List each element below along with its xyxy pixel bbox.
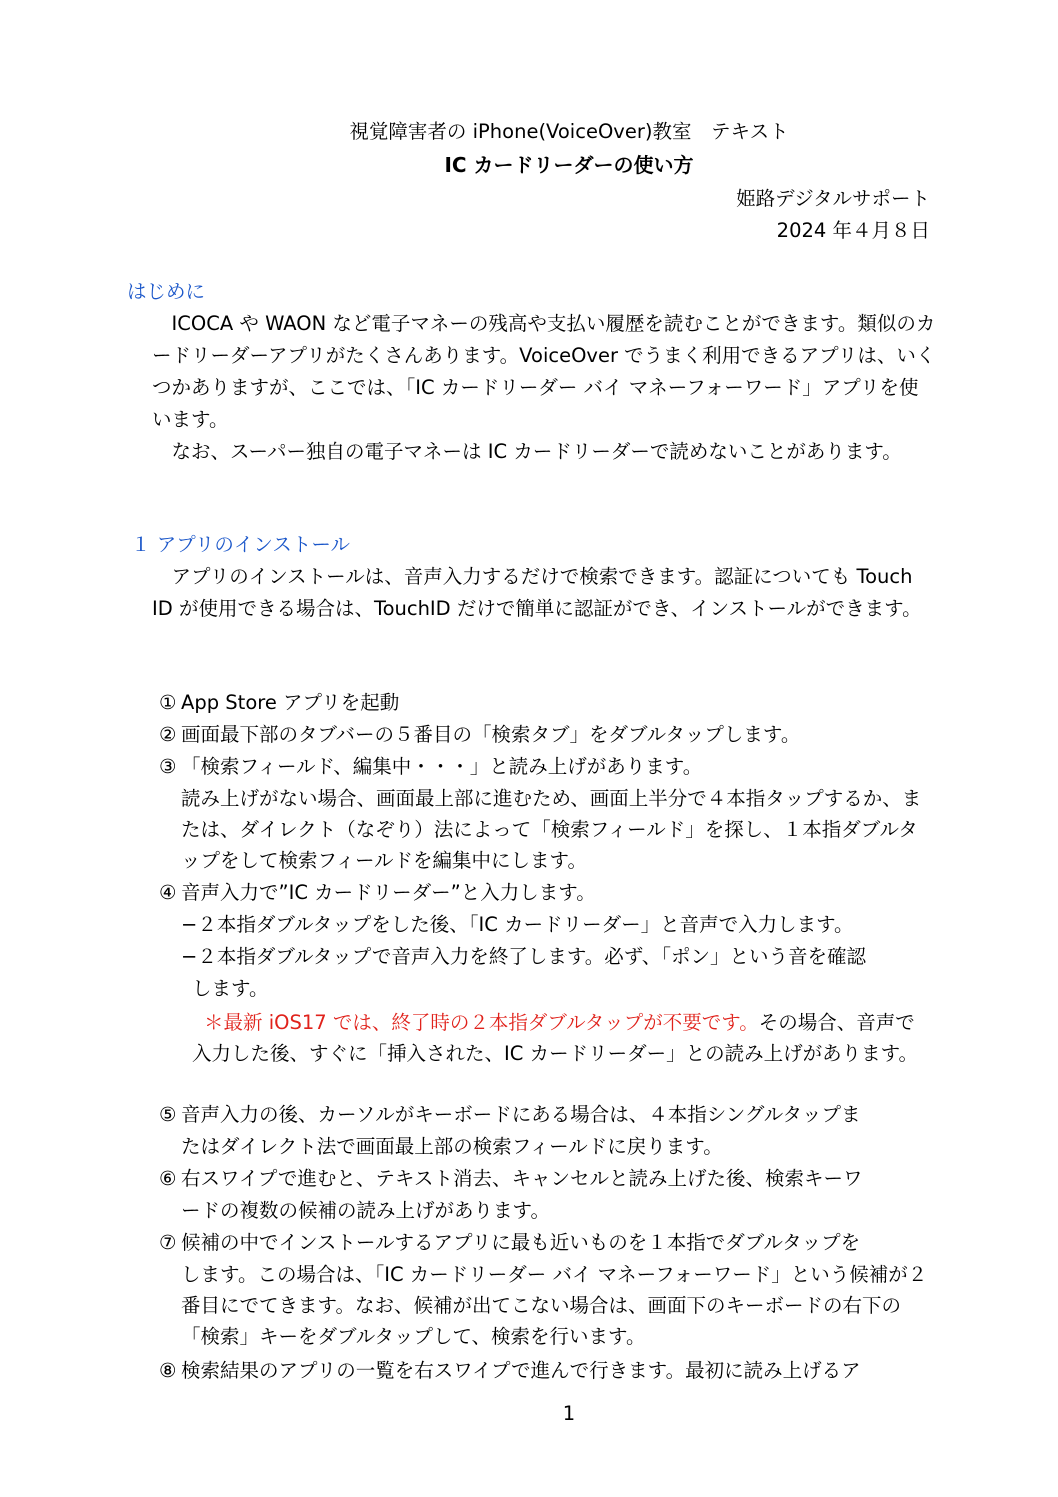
- step-7-detail: します。この場合は、「IC カードリーダー バイ マネーフォーワード」という候補が２番目にでてきます。なお、候補が出てこない場合は、画面下のキーボードの右下の「検索」キーをダブルタップして、検索を行います。: [181, 1263, 928, 1348]
- step-6-detail: ードの複数の候補の読み上げがあります。: [181, 1199, 550, 1222]
- step-6: ⑥ 右スワイプで進むと、テキスト消去、キャンセルと読み上げた後、検索キーワ: [159, 1167, 863, 1190]
- intro-paragraph-1: ICOCA や WAON など電子マネーの残高や支払い履歴を読むことができます。類似のカードリーダーアプリがたくさんあります。VoiceOver でうまく利用できるアプリは、いくつかありますが、ここでは、「IC カードリーダー バイ マネーフォーワード」アプリを使います。: [152, 312, 936, 431]
- step-4-sub-2-cont: します。: [192, 977, 269, 1000]
- step-2: ② 画面最下部のタブバーの５番目の「検索タブ」をダブルタップします。: [159, 723, 801, 746]
- step-5: ⑤ 音声入力の後、カーソルがキーボードにある場合は、４本指シングルタップま: [159, 1103, 861, 1126]
- step-7: ⑦ 候補の中でインストールするアプリに最も近いものを１本指でダブルタップを: [159, 1231, 861, 1254]
- section-1-paragraph: アプリのインストールは、音声入力するだけで検索できます。認証についても Touch ID が使用できる場合は、TouchID だけで簡単に認証ができ、インストールができます。: [152, 565, 922, 620]
- step-4-sub-2: −２本指ダブルタップで音声入力を終了します。必ず、「ポン」という音を確認: [181, 945, 866, 968]
- section-1-heading: １ アプリのインストール: [131, 533, 350, 556]
- intro-heading: はじめに: [127, 280, 206, 303]
- step-8: ⑧ 検索結果のアプリの一覧を右スワイプで進んで行きます。最初に読み上げるア: [159, 1359, 861, 1382]
- intro-paragraph-2: なお、スーパー独自の電子マネーは IC カードリーダーで読めないことがあります。: [171, 440, 902, 463]
- step-5-detail: たはダイレクト法で画面最上部の検索フィールドに戻ります。: [181, 1135, 723, 1158]
- organization-name: 姫路デジタルサポート: [736, 187, 930, 210]
- step-3: ③ 「検索フィールド、編集中・・・」と読み上げがあります。: [159, 755, 703, 778]
- document-date: 2024 年４月８日: [776, 219, 930, 242]
- step-4: ④ 音声入力で”IC カードリーダー”と入力します。: [159, 881, 596, 904]
- step-1: ① App Store アプリを起動: [159, 691, 400, 714]
- ios17-note-highlight: ＊最新 iOS17 では、終了時の２本指ダブルタップが不要です。: [204, 1011, 759, 1034]
- ios17-note: ＊最新 iOS17 では、終了時の２本指ダブルタップが不要です。その場合、音声で入力した後、すぐに「挿入された、IC カードリーダー」との読み上げがあります。: [192, 1011, 919, 1065]
- page-number: 1: [562, 1402, 576, 1425]
- step-3-detail: 読み上げがない場合、画面最上部に進むため、画面上半分で４本指タップするか、または、ダイレクト（なぞり）法によって「検索フィールド」を探し、１本指ダブルタップをして検索フィールドを編集中にします。: [181, 787, 922, 872]
- step-4-sub-1: −２本指ダブルタップをした後、「IC カードリーダー」と音声で入力します。: [181, 913, 854, 936]
- document-subtitle: 視覚障害者の iPhone(VoiceOver)教室 テキスト: [349, 120, 789, 143]
- document-title: IC カードリーダーの使い方: [444, 153, 694, 177]
